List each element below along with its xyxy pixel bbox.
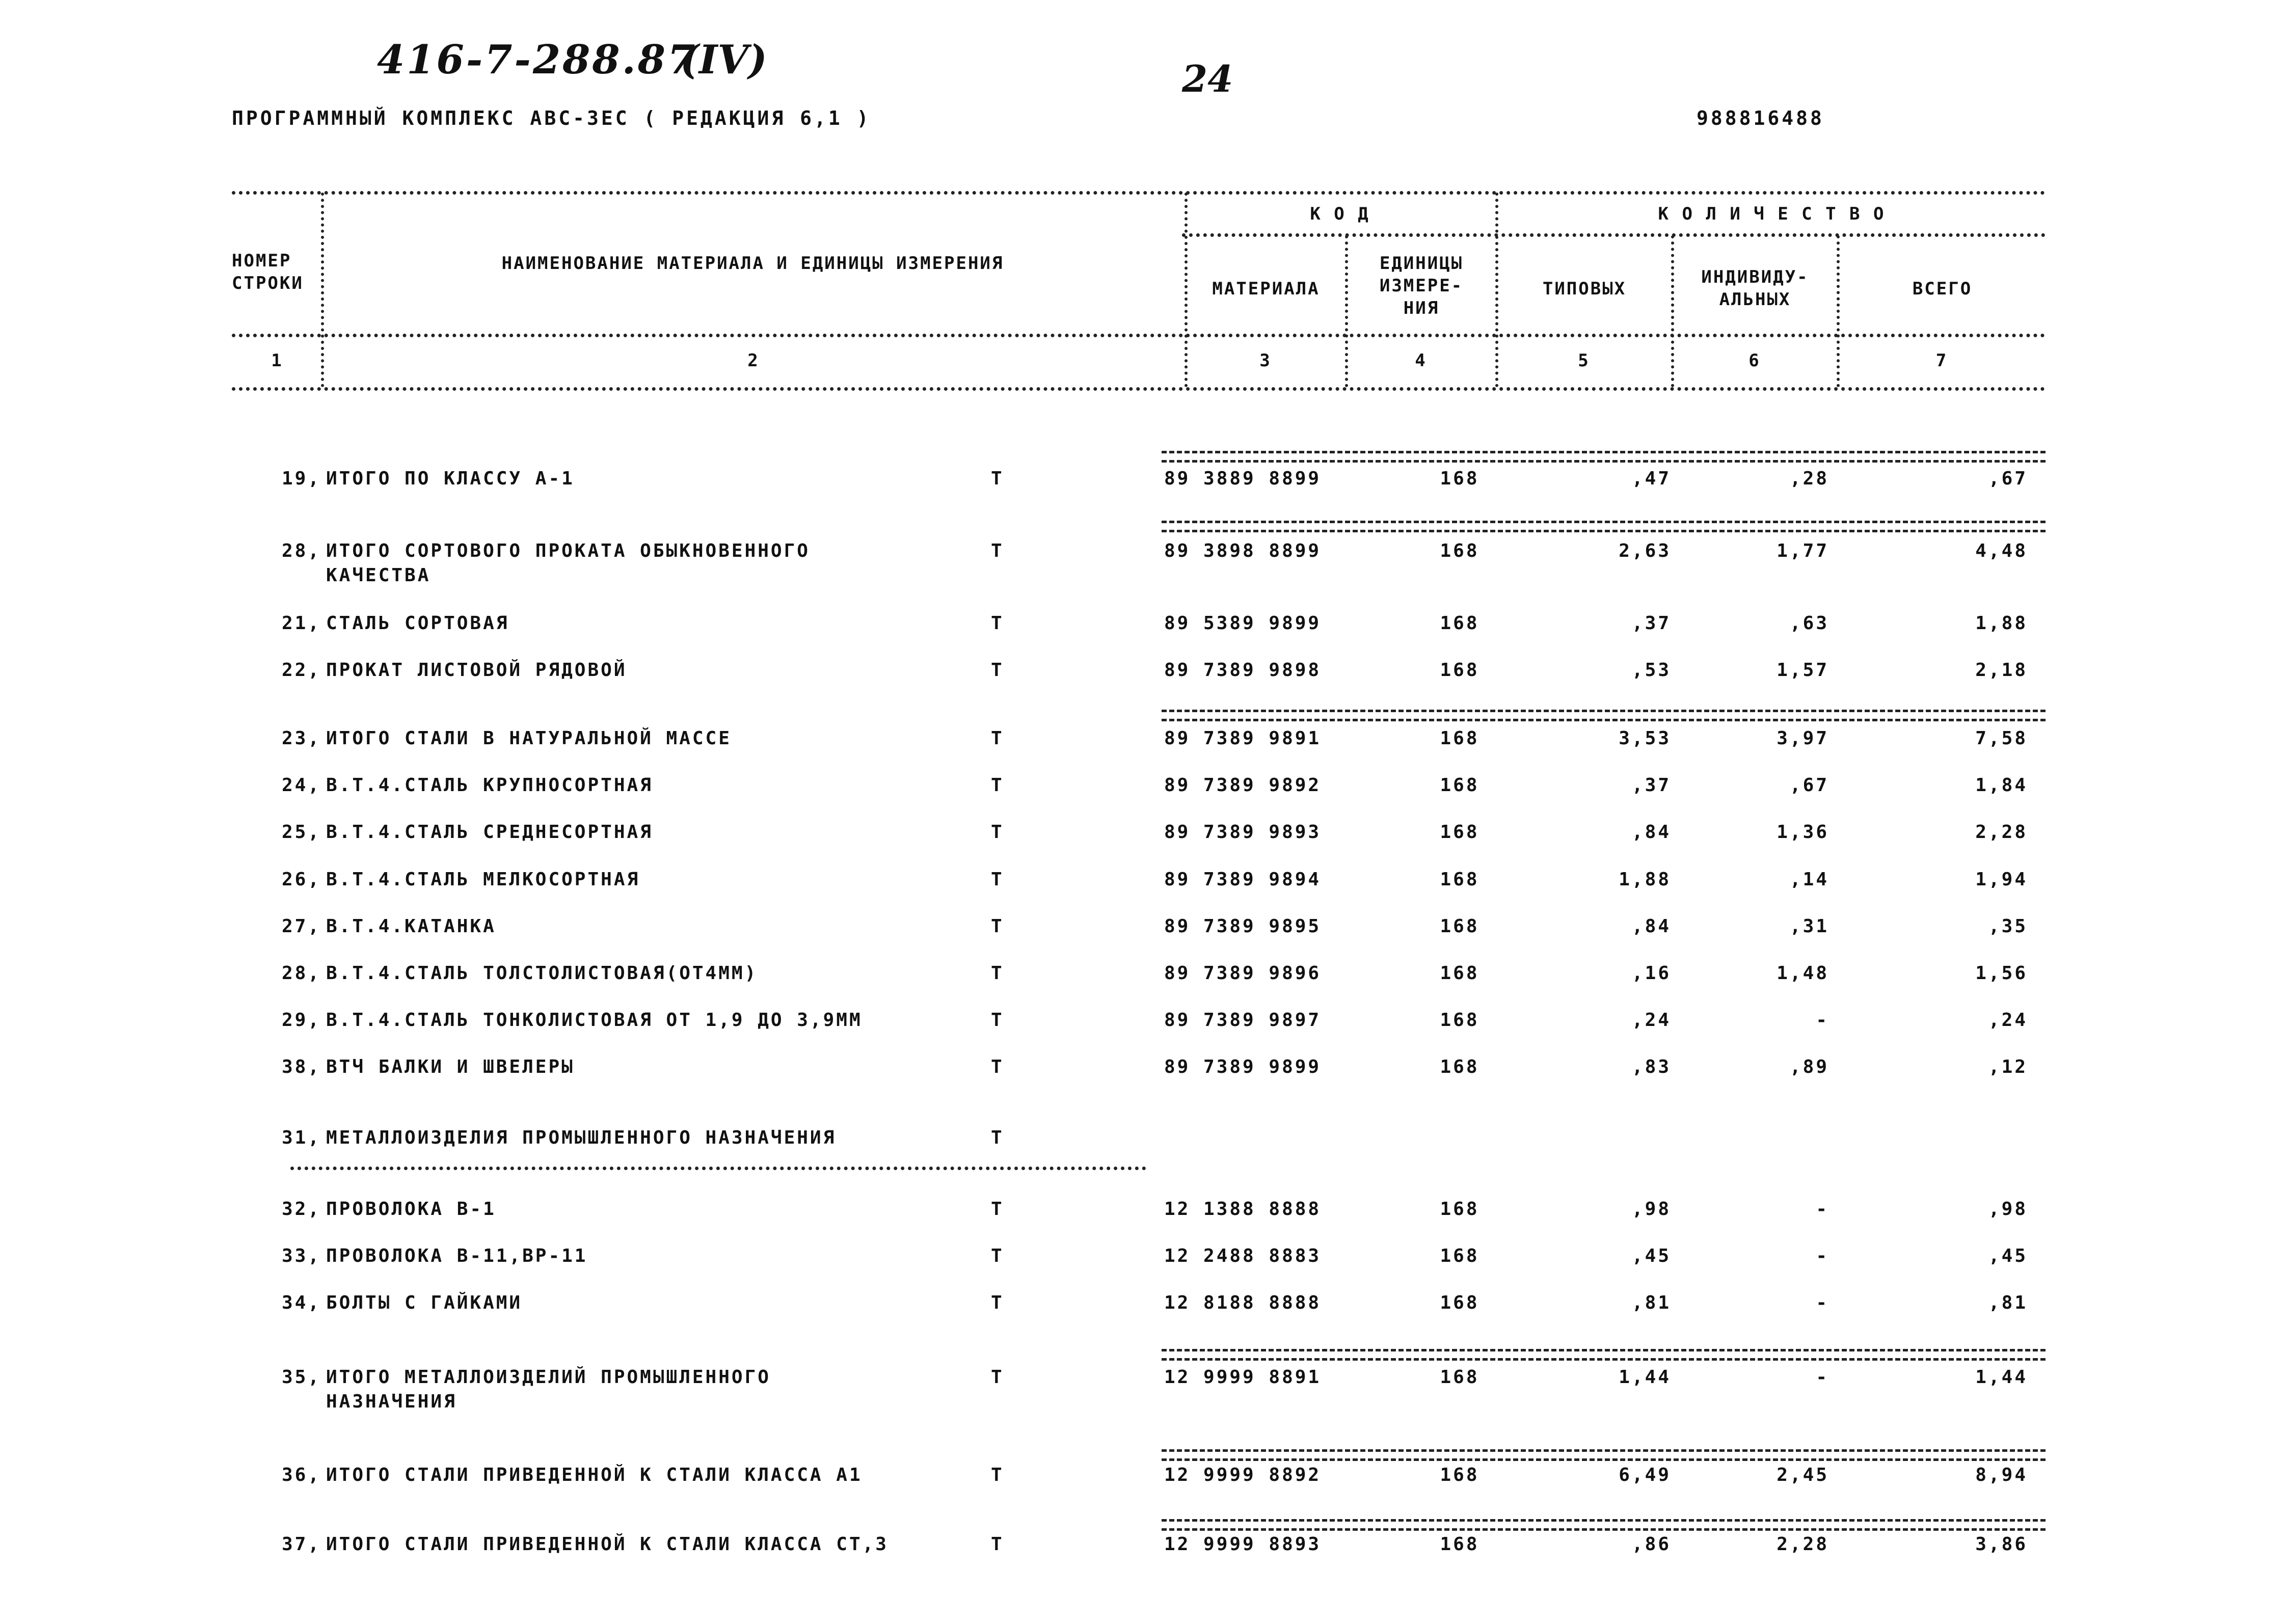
qty-typical: ,84 (1631, 822, 1671, 843)
unit-code: 168 (1440, 660, 1479, 681)
qty-total: 1,88 (1975, 613, 2028, 634)
unit: Т (991, 613, 1004, 634)
qty-individual: ,31 (1789, 916, 1829, 937)
qty-typical: ,16 (1631, 963, 1671, 984)
qty-individual: ,67 (1789, 775, 1829, 796)
material-name: ИТОГО СОРТОВОГО ПРОКАТА ОБЫКНОВЕННОГО КАЧЕСТВА (326, 540, 810, 586)
unit: Т (991, 728, 1004, 749)
unit: Т (991, 1246, 1004, 1266)
qty-individual: - (1816, 1199, 1829, 1220)
qty-typical: 1,88 (1619, 869, 1671, 890)
qty-individual: - (1816, 1367, 1829, 1388)
material-code: 12 2488 8883 (1164, 1246, 1322, 1266)
column-number: 5 (1578, 350, 1589, 371)
total-separator (1162, 1349, 2046, 1361)
row-number: 28, (281, 540, 321, 561)
unit-code: 168 (1440, 822, 1479, 843)
row-number: 27, (281, 916, 321, 937)
unit: Т (991, 1010, 1004, 1031)
header-qty-individual: ИНДИВИДУ- АЛЬНЫХ (1701, 267, 1809, 310)
qty-total: ,67 (1988, 468, 2028, 489)
qty-total: 8,94 (1975, 1465, 2028, 1485)
handwritten-project-code: 416-7-288.87 (377, 37, 697, 83)
qty-individual: 3,97 (1777, 728, 1829, 749)
row-number: 29, (281, 1010, 321, 1031)
material-name: В.Т.4.КАТАНКА (326, 916, 496, 937)
unit: Т (991, 1292, 1004, 1313)
qty-individual: 1,48 (1777, 963, 1829, 984)
unit: Т (991, 1534, 1004, 1555)
unit-code: 168 (1440, 869, 1479, 890)
material-code: 89 7389 9898 (1164, 660, 1322, 681)
qty-total: 1,56 (1975, 963, 2028, 984)
qty-typical: ,83 (1631, 1057, 1671, 1077)
qty-total: 7,58 (1975, 728, 2028, 749)
qty-individual: ,14 (1789, 869, 1829, 890)
unit-code: 168 (1440, 1057, 1479, 1077)
column-number: 1 (271, 350, 282, 371)
qty-typical: ,37 (1631, 775, 1671, 796)
unit: Т (991, 660, 1004, 681)
header-quantity-group: К О Л И Ч Е С Т В О (1658, 204, 1886, 224)
unit-code: 168 (1440, 1465, 1479, 1485)
qty-individual: - (1816, 1246, 1829, 1266)
qty-individual: 1,36 (1777, 822, 1829, 843)
material-code: 12 1388 8888 (1164, 1199, 1322, 1220)
material-code: 12 9999 8893 (1164, 1534, 1322, 1555)
row-number: 23, (281, 728, 321, 749)
unit-code: 168 (1440, 1292, 1479, 1313)
material-code: 89 3898 8899 (1164, 540, 1322, 561)
material-code: 89 7389 9891 (1164, 728, 1322, 749)
qty-individual: ,63 (1789, 613, 1829, 634)
column-number: 3 (1259, 350, 1270, 371)
qty-individual: 2,45 (1777, 1465, 1829, 1485)
row-number: 31, (281, 1127, 321, 1148)
material-code: 12 9999 8891 (1164, 1367, 1322, 1388)
qty-individual: 1,57 (1777, 660, 1829, 681)
row-number: 33, (281, 1246, 321, 1266)
qty-typical: ,37 (1631, 613, 1671, 634)
qty-typical: 1,44 (1619, 1367, 1671, 1388)
material-code: 89 7389 9894 (1164, 869, 1322, 890)
unit: Т (991, 775, 1004, 796)
material-name: ВТЧ БАЛКИ И ШВЕЛЕРЫ (326, 1057, 575, 1077)
row-number: 24, (281, 775, 321, 796)
qty-total: 2,28 (1975, 822, 2028, 843)
unit-code: 168 (1440, 540, 1479, 561)
material-name: В.Т.4.СТАЛЬ СРЕДНЕСОРТНАЯ (326, 822, 653, 843)
material-name: В.Т.4.СТАЛЬ МЕЛКОСОРТНАЯ (326, 869, 640, 890)
total-separator (1162, 451, 2046, 463)
qty-total: ,98 (1988, 1199, 2028, 1220)
column-number: 4 (1415, 350, 1425, 371)
material-code: 89 7389 9899 (1164, 1057, 1322, 1077)
qty-typical: ,45 (1631, 1246, 1671, 1266)
document-id: 988816488 (1697, 107, 1824, 129)
unit-code: 168 (1440, 1199, 1479, 1220)
header-row-number: НОМЕР СТРОКИ (232, 251, 304, 293)
row-number: 26, (281, 869, 321, 890)
row-number: 25, (281, 822, 321, 843)
handwritten-volume: (IV) (680, 37, 767, 83)
header-bottom-rule (232, 387, 2046, 391)
row-number: 21, (281, 613, 321, 634)
qty-typical: ,81 (1631, 1292, 1671, 1313)
row-number: 22, (281, 660, 321, 681)
header-mid-rule (232, 334, 2046, 337)
row-number: 35, (281, 1367, 321, 1388)
row-number: 32, (281, 1199, 321, 1220)
material-name: БОЛТЫ С ГАЙКАМИ (326, 1292, 523, 1313)
material-code: 12 9999 8892 (1164, 1465, 1322, 1485)
material-name: ИТОГО ПО КЛАССУ А-1 (326, 468, 575, 489)
qty-typical: 2,63 (1619, 540, 1671, 561)
header-top-rule (232, 191, 2046, 195)
qty-typical: 6,49 (1619, 1465, 1671, 1485)
qty-total: ,24 (1988, 1010, 2028, 1031)
qty-individual: 1,77 (1777, 540, 1829, 561)
column-number: 2 (747, 350, 758, 371)
qty-total: ,35 (1988, 916, 2028, 937)
qty-total: ,45 (1988, 1246, 2028, 1266)
unit-code: 168 (1440, 916, 1479, 937)
unit-code: 168 (1440, 963, 1479, 984)
material-code: 89 7389 9896 (1164, 963, 1322, 984)
material-code: 89 7389 9892 (1164, 775, 1322, 796)
qty-typical: ,84 (1631, 916, 1671, 937)
qty-typical: ,47 (1631, 468, 1671, 489)
program-header: ПРОГРАММНЫЙ КОМПЛЕКС АВС-3ЕС ( РЕДАКЦИЯ 6,1 ) (232, 107, 871, 129)
unit: Т (991, 1057, 1004, 1077)
unit: Т (991, 916, 1004, 937)
qty-typical: 3,53 (1619, 728, 1671, 749)
unit: Т (991, 1367, 1004, 1388)
unit-code: 168 (1440, 775, 1479, 796)
row-number: 38, (281, 1057, 321, 1077)
material-code: 89 3889 8899 (1164, 468, 1322, 489)
qty-total: 1,84 (1975, 775, 2028, 796)
header-group-rule (1182, 233, 2046, 237)
column-number: 7 (1935, 350, 1947, 371)
unit: Т (991, 1465, 1004, 1485)
unit: Т (991, 869, 1004, 890)
header-material-name: НАИМЕНОВАНИЕ МАТЕРИАЛА И ЕДИНИЦЫ ИЗМЕРЕНИЯ (501, 253, 1004, 274)
material-name: ИТОГО СТАЛИ В НАТУРАЛЬНОЙ МАССЕ (326, 728, 732, 749)
row-number: 37, (281, 1534, 321, 1555)
material-name: В.Т.4.СТАЛЬ ТОНКОЛИСТОВАЯ ОТ 1,9 ДО 3,9ММ (326, 1010, 863, 1031)
material-name: ПРОКАТ ЛИСТОВОЙ РЯДОВОЙ (326, 660, 627, 681)
section-underline (290, 1167, 1146, 1170)
row-number: 19, (281, 468, 321, 489)
material-code: 89 7389 9897 (1164, 1010, 1322, 1031)
qty-total: 2,18 (1975, 660, 2028, 681)
header-code-material: МАТЕРИАЛА (1212, 279, 1320, 299)
unit: Т (991, 1127, 1004, 1148)
qty-individual: - (1816, 1292, 1829, 1313)
header-qty-total: ВСЕГО (1912, 279, 1973, 299)
header-code-unit: ЕДИНИЦЫ ИЗМЕРЕ- НИЯ (1379, 253, 1464, 318)
material-name: ПРОВОЛОКА В-1 (326, 1199, 496, 1220)
qty-typical: ,98 (1631, 1199, 1671, 1220)
total-separator (1162, 710, 2046, 721)
row-number: 36, (281, 1465, 321, 1485)
row-number: 34, (281, 1292, 321, 1313)
unit-code: 168 (1440, 1367, 1479, 1388)
qty-total: 4,48 (1975, 540, 2028, 561)
unit-code: 168 (1440, 1010, 1479, 1031)
unit-code: 168 (1440, 728, 1479, 749)
material-name: ИТОГО МЕТАЛЛОИЗДЕЛИЙ ПРОМЫШЛЕННОГО НАЗНАЧЕНИЯ (326, 1367, 771, 1412)
qty-total: 1,44 (1975, 1367, 2028, 1388)
qty-typical: ,24 (1631, 1010, 1671, 1031)
qty-total: 3,86 (1975, 1534, 2028, 1555)
unit: Т (991, 468, 1004, 489)
material-code: 89 7389 9893 (1164, 822, 1322, 843)
material-name: МЕТАЛЛОИЗДЕЛИЯ ПРОМЫШЛЕННОГО НАЗНАЧЕНИЯ (326, 1127, 837, 1148)
qty-typical: ,53 (1631, 660, 1671, 681)
total-separator (1162, 521, 2046, 532)
total-separator (1162, 1519, 2046, 1531)
qty-individual: ,89 (1789, 1057, 1829, 1077)
material-code: 12 8188 8888 (1164, 1292, 1322, 1313)
header-code-group: К О Д (1310, 204, 1370, 224)
unit-code: 168 (1440, 468, 1479, 489)
material-name: ПРОВОЛОКА В-11,ВР-11 (326, 1246, 588, 1266)
material-code: 89 5389 9899 (1164, 613, 1322, 634)
material-name: ИТОГО СТАЛИ ПРИВЕДЕННОЙ К СТАЛИ КЛАССА СТ,3 (326, 1534, 889, 1555)
total-separator (1162, 1449, 2046, 1461)
qty-individual: - (1816, 1010, 1829, 1031)
unit-code: 168 (1440, 613, 1479, 634)
column-number: 6 (1748, 350, 1759, 371)
unit: Т (991, 1199, 1004, 1220)
material-name: ИТОГО СТАЛИ ПРИВЕДЕННОЙ К СТАЛИ КЛАССА А1 (326, 1465, 863, 1485)
material-name: В.Т.4.СТАЛЬ КРУПНОСОРТНАЯ (326, 775, 653, 796)
qty-total: ,12 (1988, 1057, 2028, 1077)
unit: Т (991, 540, 1004, 561)
qty-total: ,81 (1988, 1292, 2028, 1313)
qty-total: 1,94 (1975, 869, 2028, 890)
qty-typical: ,86 (1631, 1534, 1671, 1555)
row-number: 28, (281, 963, 321, 984)
qty-individual: ,28 (1789, 468, 1829, 489)
unit: Т (991, 963, 1004, 984)
material-name: В.Т.4.СТАЛЬ ТОЛСТОЛИСТОВАЯ(ОТ4ММ) (326, 963, 758, 984)
material-name: СТАЛЬ СОРТОВАЯ (326, 613, 509, 634)
handwritten-page-number: 24 (1182, 57, 1233, 100)
material-code: 89 7389 9895 (1164, 916, 1322, 937)
unit-code: 168 (1440, 1246, 1479, 1266)
qty-individual: 2,28 (1777, 1534, 1829, 1555)
unit-code: 168 (1440, 1534, 1479, 1555)
unit: Т (991, 822, 1004, 843)
header-qty-typical: ТИПОВЫХ (1542, 279, 1627, 299)
